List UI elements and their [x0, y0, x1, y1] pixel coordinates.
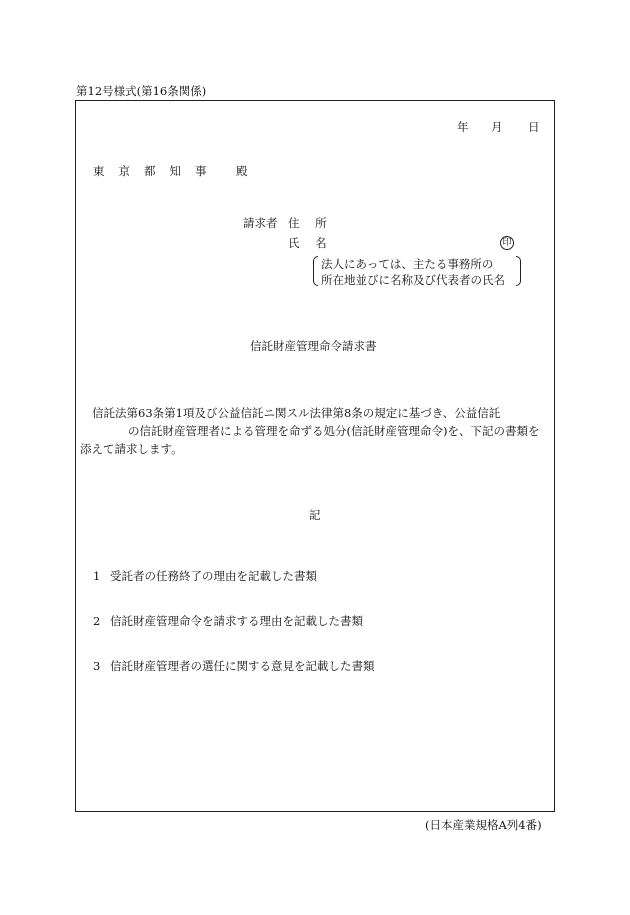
- requester-name-label: 氏 名: [288, 236, 333, 250]
- date-day-label: 日: [528, 120, 540, 134]
- attachment-text: 信託財産管理者の選任に関する意見を記載した書類: [110, 659, 375, 673]
- date-year-label: 年: [457, 120, 469, 134]
- ki-label: 記: [309, 508, 321, 522]
- right-bracket: [516, 256, 521, 286]
- date-month-label: 月: [491, 120, 503, 134]
- document-title: 信託財産管理命令請求書: [250, 339, 377, 353]
- corporate-note-line1: 法人にあっては、主たる事務所の: [321, 257, 494, 271]
- body-line-2: の信託財産管理者による管理を命ずる処分(信託財産管理命令)を、下記の書類を: [128, 424, 540, 438]
- corporate-note-line2: 所在地並びに名称及び代表者の氏名: [321, 273, 505, 287]
- attachment-text: 受託者の任務終了の理由を記載した書類: [110, 569, 317, 583]
- addressee-name: 東京都知事: [93, 164, 221, 178]
- form-frame: [75, 100, 555, 812]
- body-line-1: 信託法第63条第1項及び公益信託ニ関スル法律第8条の規定に基づき、公益信託: [92, 406, 501, 420]
- paper-size-note: (日本産業規格A列4番): [425, 818, 542, 832]
- requester-label: 請求者: [243, 216, 278, 230]
- attachment-number: 2: [93, 614, 101, 628]
- attachment-text: 信託財産管理命令を請求する理由を記載した書類: [110, 614, 363, 628]
- body-line-3: 添えて請求します。: [80, 442, 183, 456]
- addressee-honorific: 殿: [236, 164, 248, 178]
- attachment-number: 3: [93, 659, 101, 673]
- attachment-number: 1: [93, 569, 101, 583]
- left-bracket: [313, 256, 318, 286]
- requester-address-label: 住 所: [288, 216, 333, 230]
- form-number-label: 第12号様式(第16条関係): [76, 84, 207, 98]
- seal-mark-icon: 印: [500, 236, 514, 250]
